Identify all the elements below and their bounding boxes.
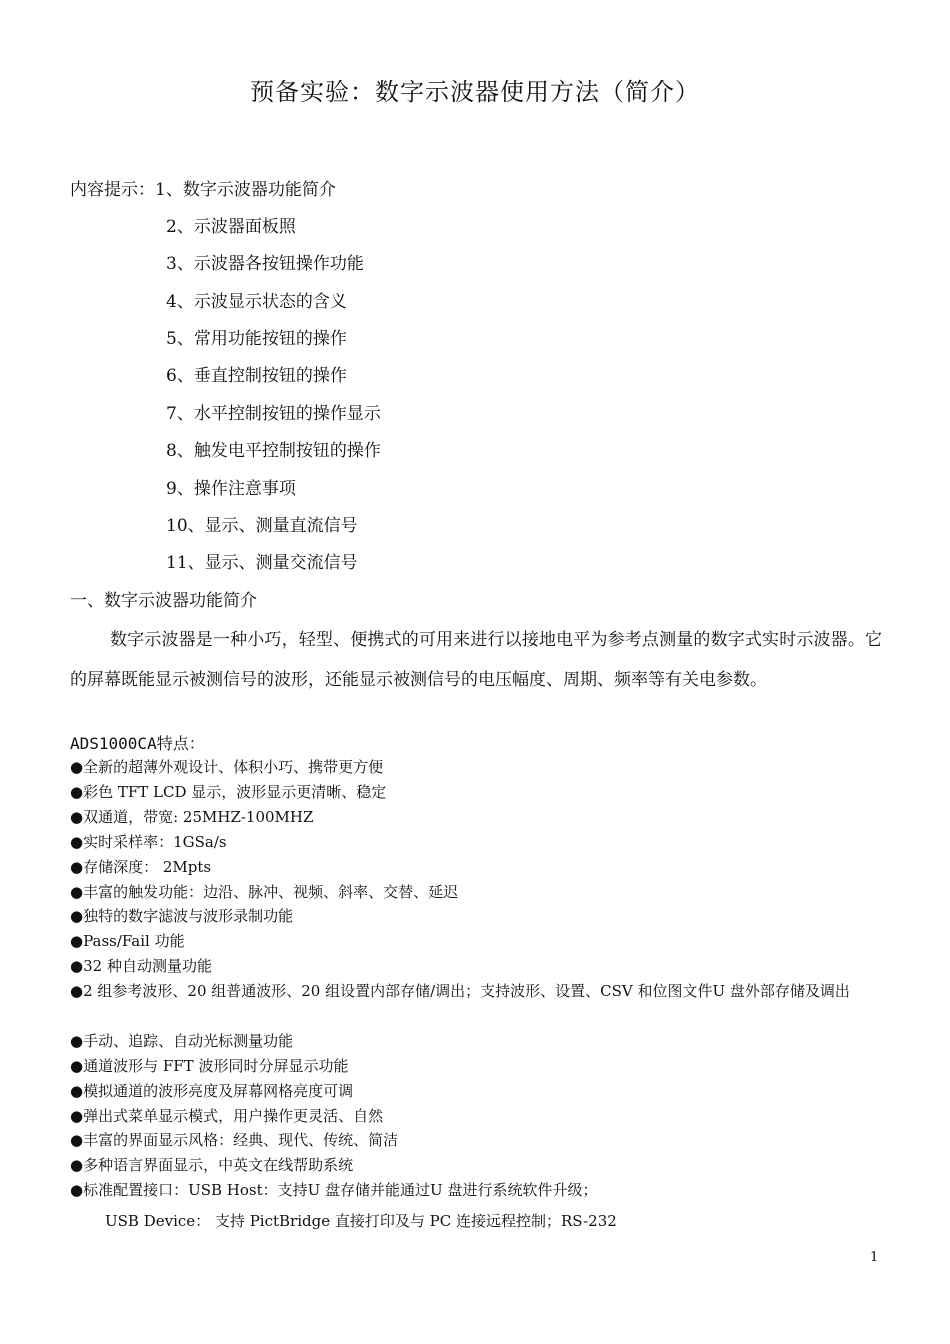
toc-heading: 内容提示：1、数字示波器功能简介 bbox=[70, 180, 336, 200]
toc-item: 9、操作注意事项 bbox=[166, 479, 296, 499]
feature-bullet: ●手动、追踪、自动光标测量功能 bbox=[70, 1032, 294, 1050]
feature-bullet: ●实时采样率：1GSa/s bbox=[70, 833, 227, 851]
feature-bullet: ●通道波形与 FFT 波形同时分屏显示功能 bbox=[70, 1057, 349, 1075]
usb-device-line: USB Device： 支持 PictBridge 直接打印及与 PC 连接远程控制；RS-232 bbox=[105, 1212, 617, 1230]
feature-bullet: ●彩色 TFT LCD 显示，波形显示更清晰、稳定 bbox=[70, 783, 387, 801]
toc-item: 7、水平控制按钮的操作显示 bbox=[166, 404, 381, 424]
toc-item: 11、显示、测量交流信号 bbox=[166, 553, 358, 573]
feature-bullet: ●Pass/Fail 功能 bbox=[70, 932, 185, 950]
feature-bullet: ●模拟通道的波形亮度及屏幕网格亮度可调 bbox=[70, 1082, 354, 1100]
feature-bullet: ●32 种自动测量功能 bbox=[70, 957, 212, 975]
toc-item: 3、示波器各按钮操作功能 bbox=[166, 254, 364, 274]
toc-item: 4、示波显示状态的含义 bbox=[166, 292, 347, 312]
toc-item: 8、触发电平控制按钮的操作 bbox=[166, 441, 381, 461]
feature-bullet: ●全新的超薄外观设计、体积小巧、携带更方便 bbox=[70, 758, 384, 776]
feature-bullet: ●双通道，带宽: 25MHZ-100MHZ bbox=[70, 808, 314, 826]
feature-bullet: ●多种语言界面显示，中英文在线帮助系统 bbox=[70, 1156, 354, 1174]
intro-paragraph: 数字示波器是一种小巧，轻型、便携式的可用来进行以接地电平为参考点测量的数字式实时示波器。它的屏幕既能显示被测信号的波形，还能显示被测信号的电压幅度、周期、频率等有关电参数。 bbox=[70, 630, 882, 690]
feature-bullet: ●独特的数字滤波与波形录制功能 bbox=[70, 907, 294, 925]
toc-item: 10、显示、测量直流信号 bbox=[166, 516, 358, 536]
feature-bullet: ●弹出式菜单显示模式，用户操作更灵活、自然 bbox=[70, 1107, 384, 1125]
features-heading: ADS1000CA特点： bbox=[70, 734, 205, 753]
toc-item: 2、示波器面板照 bbox=[166, 217, 296, 237]
feature-bullet: ●存储深度： 2Mpts bbox=[70, 858, 212, 876]
feature-bullet: ●丰富的界面显示风格：经典、现代、传统、简洁 bbox=[70, 1131, 399, 1149]
feature-bullet: ●丰富的触发功能：边沿、脉冲、视频、斜率、交替、延迟 bbox=[70, 883, 459, 901]
feature-bullet: ●2 组参考波形、20 组普通波形、20 组设置内部存储/调出；支持波形、设置、CSV 和位图文件U 盘外部存储及调出 bbox=[70, 982, 850, 1000]
page-number: 1 bbox=[870, 1250, 879, 1265]
feature-bullet: ●标准配置接口：USB Host：支持U 盘存储并能通过U 盘进行系统软件升级； bbox=[70, 1181, 598, 1199]
section-heading: 一、数字示波器功能简介 bbox=[70, 591, 257, 611]
toc-item: 6、垂直控制按钮的操作 bbox=[166, 366, 347, 386]
toc-item: 5、常用功能按钮的操作 bbox=[166, 329, 347, 349]
page-title: 预备实验：数字示波器使用方法（简介） bbox=[250, 78, 700, 106]
